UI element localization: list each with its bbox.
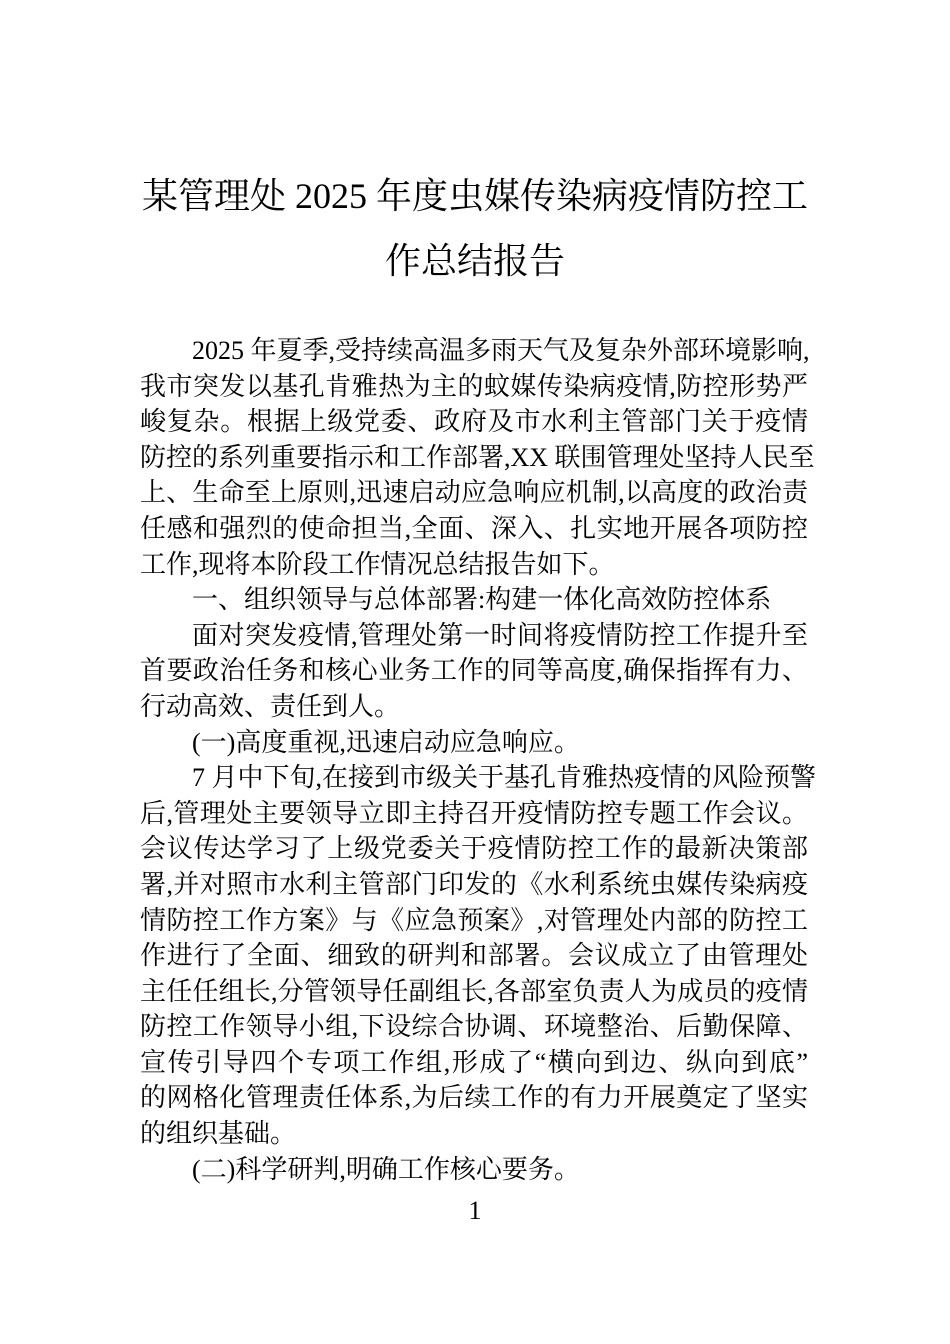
text-line: 宣传引导四个专项工作组,形成了“横向到边、纵向到底” [140, 1047, 808, 1077]
text-line: 作进行了全面、细致的研判和部署。会议成立了由管理处 [140, 941, 808, 971]
text-line: 面对突发疫情,管理处第一时间将疫情防控工作提升至 [192, 620, 808, 650]
text-line: 会议传达学习了上级党委关于疫情防控工作的最新决策部 [140, 834, 808, 864]
text-line: 2025 年夏季,受持续高温多雨天气及复杂外部环境影响, [192, 336, 810, 365]
text-line: 后,管理处主要领导立即主持召开疫情防控专题工作会议。 [140, 798, 808, 828]
document-body [140, 333, 817, 1187]
text-line: 署,并对照市水利主管部门印发的《水利系统虫媒传染病疫 [140, 869, 808, 899]
text-line: 防控的系列重要指示和工作部署,XX 联围管理处坚持人民至 [140, 442, 815, 472]
text-line: 工作,现将本阶段工作情况总结报告如下。 [140, 549, 615, 579]
text-line: 首要政治任务和核心业务工作的同等高度,确保指挥有力、 [140, 656, 808, 686]
text-line: 的网格化管理责任体系,为后续工作的有力开展奠定了坚实 [140, 1083, 808, 1113]
text-line: 我市突发以基孔肯雅热为主的蚊媒传染病疫情,防控形势严 [140, 371, 808, 401]
document-title [0, 0, 950, 293]
text-line: 行动高效、责任到人。 [140, 691, 401, 721]
text-line: 7 月中下旬,在接到市级关于基孔肯雅热疫情的风险预警 [192, 763, 817, 793]
text-line: 一、组织领导与总体部署:构建一体化高效防控体系 [192, 585, 772, 615]
text-line: 防控工作领导小组,下设综合协调、环境整治、后勤保障、 [140, 1012, 808, 1042]
text-line: 主任任组长,分管领导任副组长,各部室负责人为成员的疫情 [140, 976, 808, 1006]
text-line: 的组织基础。 [140, 1119, 297, 1149]
text-line: (一)高度重视,迅速启动应急响应。 [192, 727, 580, 757]
text-line: 峻复杂。根据上级党委、政府及市水利主管部门关于疫情 [140, 407, 808, 437]
page-number: 1 [468, 1196, 482, 1226]
title-line: 作总结报告 [384, 240, 565, 281]
text-line: 情防控工作方案》与《应急预案》,对管理处内部的防控工 [140, 905, 808, 935]
text-line: 上、生命至上原则,迅速启动应急响应机制,以高度的政治责 [140, 478, 808, 508]
text-line: (二)科学研判,明确工作核心要务。 [192, 1154, 580, 1184]
title-line: 某管理处 2025 年度虫媒传染病疫情防控工 [141, 176, 808, 216]
text-line: 任感和强烈的使命担当,全面、深入、扎实地开展各项防控 [140, 513, 808, 543]
